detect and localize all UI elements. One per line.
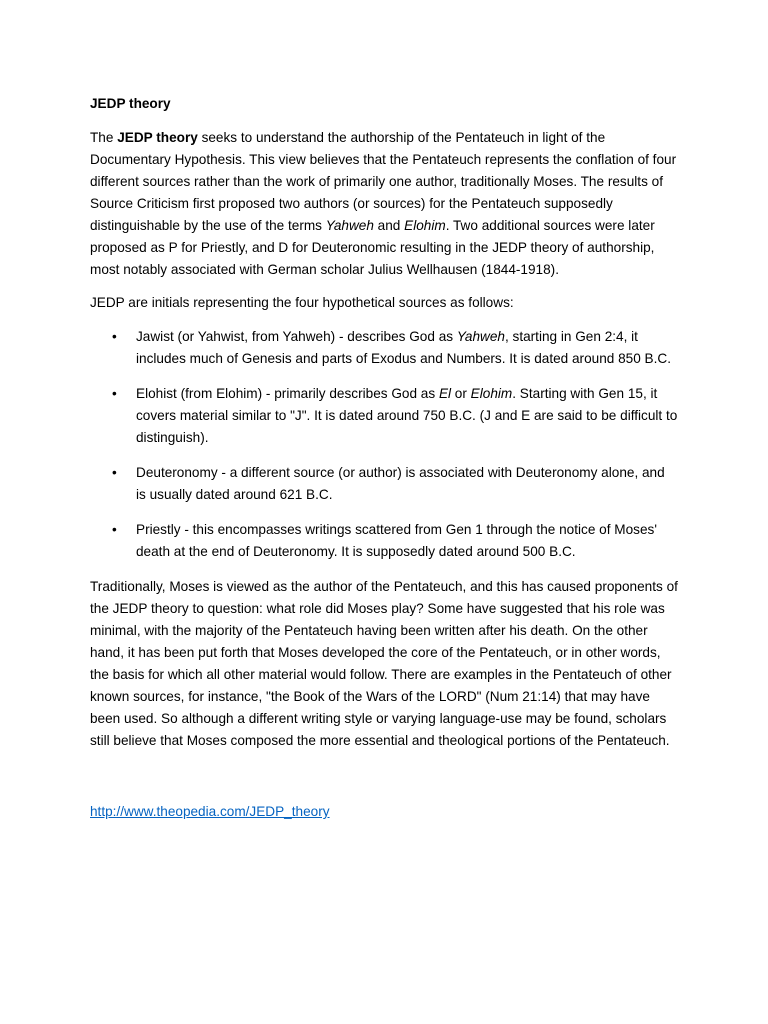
- source-text: awist (or Yahwist, from Yahweh) - describes God as: [142, 329, 457, 344]
- intro-italic-elohim: Elohim: [404, 218, 446, 233]
- bullet-icon: •: [112, 522, 117, 537]
- list-item-jawist: [90, 326, 678, 370]
- source-italic-2: Elohim: [470, 386, 513, 401]
- intro-bold-term: JEDP theory: [117, 130, 198, 145]
- intro-and: and: [373, 218, 405, 233]
- theopedia-link[interactable]: http://www.theopedia.com/JEDP_theory: [90, 804, 330, 819]
- source-italic: Yahweh: [456, 329, 505, 344]
- document-page: [90, 93, 678, 835]
- source-italic: El: [438, 386, 452, 401]
- source-letter: D: [136, 465, 146, 480]
- list-intro-paragraph: JEDP are initials representing the four hypothetical sources as follows:: [90, 295, 514, 310]
- source-text-after: , starting in Gen 2:4, it includes much of Genesis and parts of Exodus and Numbers. It is dated around 850 B.C.: [136, 329, 671, 366]
- intro-text-2: . Two additional sources were later proposed as P for Priestly, and D for Deuteronomic resulting in the JEDP theory of authorship, most notably associated with German scholar Julius Wellhausen (1844-1918).: [90, 218, 655, 277]
- bullet-icon: •: [112, 386, 117, 401]
- source-letter: E: [136, 386, 146, 401]
- intro-text-1: seeks to understand the authorship of the Pentateuch in light of the Documentary Hypothesis. This view believes that the Pentateuch represents the conflation of four different sources rather than the work of primarily one author, traditionally Moses. The results of Source Criticism first proposed two authors (or sources) for the Pentateuch supposedly distinguishable by the use of the terms: [90, 130, 677, 233]
- intro-paragraph: [90, 127, 678, 281]
- bullet-icon: •: [112, 329, 117, 344]
- source-text-mid: or: [451, 386, 471, 401]
- source-text: lohist (from Elohim) - primarily describes God as: [145, 386, 439, 401]
- source-text-after: . Starting with Gen 15, it covers material similar to "J". It is dated around 750 B.C. (J and E are said to be difficult to distinguish).: [136, 386, 678, 445]
- list-item-deuteronomy: [90, 462, 678, 506]
- source-letter: P: [136, 522, 146, 537]
- link-paragraph: [90, 801, 678, 823]
- source-text: riestly - this encompasses writings scattered from Gen 1 through the notice of Moses' death at the end of Deuteronomy. It is supposedly dated around 500 B.C.: [136, 522, 657, 559]
- source-text: euteronomy - a different source (or author) is associated with Deuteronomy alone, and is usually dated around 621 B.C.: [136, 465, 665, 502]
- list-item-priestly: [90, 519, 678, 563]
- list-item-elohist: [90, 383, 678, 449]
- bullet-icon: •: [112, 465, 117, 480]
- closing-paragraph: Traditionally, Moses is viewed as the author of the Pentateuch, and this has caused proponents of the JEDP theory to question: what role did Moses play? Some have suggested that his role was minimal, with the majority of the Pentateuch having been written after his death. On the other hand, it has been put forth that Moses developed the core of the Pentateuch, or in other words, the basis for which all other material would follow. There are examples in the Pentateuch of other known sources, for instance, "the Book of the Wars of the LORD" (Num 21:14) that may have been used. So although a different writing style or varying language-use may be found, scholars still believe that Moses composed the more essential and theological portions of the Pentateuch.: [90, 579, 678, 748]
- source-letter: J: [136, 329, 143, 344]
- sources-list: [90, 326, 678, 563]
- intro-italic-yahweh: Yahweh: [325, 218, 374, 233]
- intro-prefix: The: [90, 130, 118, 145]
- document-title: JEDP theory: [90, 96, 171, 111]
